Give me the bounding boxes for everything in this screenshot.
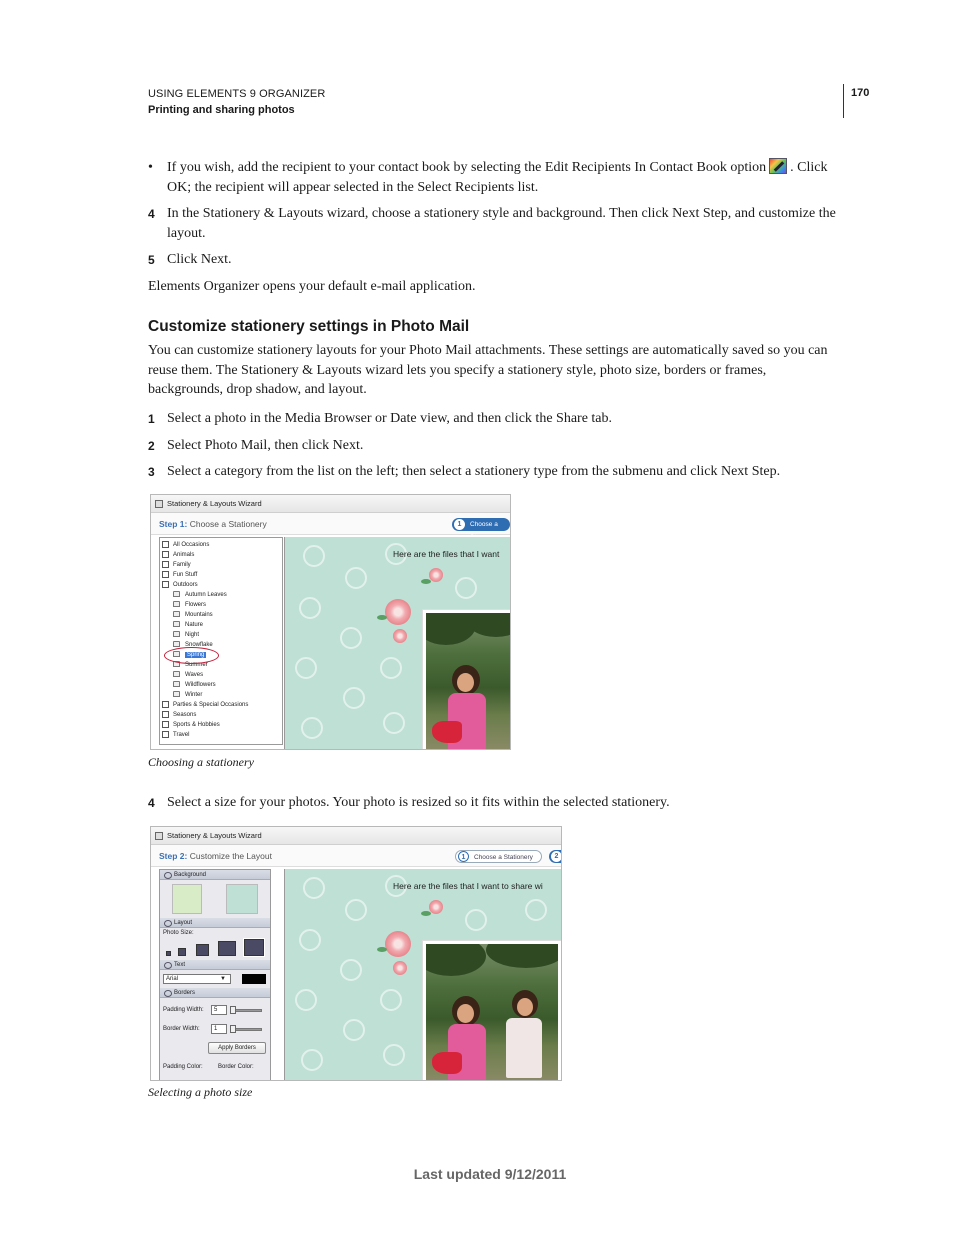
category-icon: [162, 551, 169, 558]
preview-message: Here are the files that I want to share wi: [393, 881, 543, 891]
category-icon: [162, 581, 169, 588]
stationery-icon: [173, 631, 180, 637]
padding-slider-thumb[interactable]: [230, 1006, 236, 1014]
step-button-label: Choose a: [470, 521, 498, 528]
category-icon: [162, 701, 169, 708]
step-text: Select a category from the list on the left; then select a stationery type from the submenu and click Next Step.: [167, 464, 781, 479]
stationery-icon: [173, 621, 180, 627]
step-text: Select a size for your photos. Your photo is resized so it fits within the selected stationery.: [167, 795, 670, 810]
stationery-item-selected[interactable]: Spring: [160, 650, 282, 660]
background-swatches: [160, 880, 270, 918]
category-item[interactable]: Family: [160, 560, 282, 570]
flower-pattern: [455, 577, 477, 599]
stationery-icon: [173, 671, 180, 677]
section-step-3: [148, 462, 840, 482]
border-width-input[interactable]: 1: [211, 1024, 227, 1034]
window-icon: [155, 832, 163, 840]
photo-watering-can: [432, 1052, 462, 1074]
stationery-item[interactable]: Summer: [160, 660, 282, 670]
pink-flower: [393, 961, 407, 975]
stationery-icon: [173, 601, 180, 607]
step-number: 1: [148, 412, 155, 426]
text-color-swatch[interactable]: [242, 974, 266, 984]
photo-watering-can: [432, 721, 462, 743]
photo-girl2-shirt: [506, 1018, 542, 1078]
border-color-label: Border Color:: [218, 1064, 254, 1070]
category-icon: [162, 721, 169, 728]
email-opens-paragraph: Elements Organizer opens your default e-mail application.: [148, 279, 476, 294]
font-select[interactable]: Arial: [163, 974, 231, 984]
step-number: 2: [148, 439, 155, 453]
stationery-icon: [173, 641, 180, 647]
padding-color-label: Padding Color:: [163, 1064, 203, 1070]
two-girls-photo: [426, 944, 558, 1081]
background-swatch-green[interactable]: [172, 884, 202, 914]
photo-size-large[interactable]: [218, 941, 236, 956]
flower-pattern: [380, 989, 402, 1011]
category-item[interactable]: Parties & Special Occasions: [160, 700, 282, 710]
section-step-1: [148, 409, 840, 429]
stationery-item[interactable]: Flowers: [160, 600, 282, 610]
step-text: In the Stationery & Layouts wizard, choose a stationery style and background. Then click Next Step, and customize the layout.: [167, 206, 836, 241]
borders-section-header[interactable]: Borders: [160, 988, 270, 998]
girl-watering-photo: [426, 613, 511, 750]
photo-size-xlarge[interactable]: [244, 939, 264, 956]
step-2-button[interactable]: [549, 850, 562, 863]
step-4-choose-style: [148, 204, 840, 243]
window-icon: [155, 500, 163, 508]
flower-pattern: [465, 909, 487, 931]
stationery-item[interactable]: Autumn Leaves: [160, 590, 282, 600]
category-icon: [162, 711, 169, 718]
stationery-icon: [173, 691, 180, 697]
step-circle: 2: [551, 851, 562, 862]
padding-width-input[interactable]: 5: [211, 1005, 227, 1015]
leaf: [421, 579, 431, 584]
wizard-step-header: [151, 845, 561, 867]
photo-foliage: [426, 944, 486, 976]
category-item[interactable]: All Occasions: [160, 540, 282, 550]
step-label: Step 2:: [159, 851, 188, 861]
flower-pattern: [299, 597, 321, 619]
border-width-label: Border Width:: [163, 1026, 200, 1032]
wizard-titlebar: [151, 827, 561, 845]
pink-flower: [429, 900, 443, 914]
preview-photo: [422, 609, 511, 750]
stationery-item[interactable]: Waves: [160, 670, 282, 680]
running-header-title: USING ELEMENTS 9 ORGANIZER: [148, 88, 326, 100]
step-number: 3: [148, 465, 155, 479]
photo-girl2-face: [517, 998, 533, 1016]
flower-pattern: [383, 1044, 405, 1066]
category-icon: [162, 731, 169, 738]
step-text: Click Next.: [167, 252, 232, 267]
step-label: Step 1:: [159, 519, 188, 529]
layout-preview: [284, 869, 562, 1081]
flower-pattern: [301, 1049, 323, 1071]
preview-message: Here are the files that I want: [393, 549, 500, 559]
padding-width-label: Padding Width:: [163, 1007, 204, 1013]
step-text: Select a photo in the Media Browser or Date view, and then click the Share tab.: [167, 411, 613, 426]
step-title: Choose a Stationery: [189, 519, 267, 529]
category-item[interactable]: Sports & Hobbies: [160, 720, 282, 730]
category-item[interactable]: Travel: [160, 730, 282, 740]
stationery-item[interactable]: Mountains: [160, 610, 282, 620]
step-number: 5: [148, 253, 155, 267]
layout-section-header[interactable]: Layout: [160, 918, 270, 928]
category-item[interactable]: Outdoors: [160, 580, 282, 590]
page-footer: [0, 1166, 954, 1182]
step-title: Customize the Layout: [189, 851, 272, 861]
color-labels-row: [160, 1062, 270, 1072]
flower-pattern: [303, 545, 325, 567]
section-step-2: [148, 436, 840, 456]
category-icon: [162, 541, 169, 548]
last-updated: Last updated 9/12/2011: [413, 1166, 567, 1182]
stationery-icon: [173, 611, 180, 617]
photo-girl-face: [457, 673, 474, 692]
preview-photo: [422, 940, 562, 1081]
stationery-item[interactable]: Wildflowers: [160, 680, 282, 690]
wizard-titlebar: [151, 495, 510, 513]
bullet-text: If you wish, add the recipient to your contact book by selecting the Edit Recipients In Contact Book option . Click OK; the recipient will appear selected in the Select Recipients list.: [167, 160, 828, 195]
pink-flower: [393, 629, 407, 643]
borders-options: [160, 998, 270, 1062]
step-1-button[interactable]: [455, 850, 542, 863]
section-step-4: [148, 793, 840, 813]
flower-pattern: [303, 877, 325, 899]
bullet-marker: •: [148, 160, 153, 175]
stationery-item[interactable]: Nature: [160, 620, 282, 630]
photo-size-label: Photo Size:: [163, 930, 194, 936]
photo-foliage: [486, 944, 558, 968]
flower-pattern: [343, 687, 365, 709]
photo-girl-face: [457, 1004, 474, 1023]
flower-pattern: [383, 712, 405, 734]
flower-pattern: [340, 627, 362, 649]
section-body: You can customize stationery layouts for your Photo Mail attachments. These settings are automatically saved so you can reuse them. The Stationery & Layouts wizard lets you specify a stationery style, photo size, borders or frames, backgrounds, drop shadow, and layout.: [148, 343, 828, 398]
stationery-item[interactable]: Night: [160, 630, 282, 640]
flower-pattern: [343, 1019, 365, 1041]
layout-options-panel: [159, 869, 271, 1081]
step-5-click-next: [148, 250, 840, 270]
figure-choose-stationery: [150, 494, 511, 750]
edit-contact-book-icon: [769, 158, 787, 174]
stationery-category-list[interactable]: [159, 537, 283, 745]
step-1-button[interactable]: [452, 518, 510, 531]
running-header-subtitle: Printing and sharing photos: [148, 104, 295, 116]
figure-customize-layout: [150, 826, 562, 1081]
pink-flower: [385, 931, 411, 957]
stationery-item[interactable]: Snowflake: [160, 640, 282, 650]
page-number: 170: [851, 87, 870, 99]
step-button-label: Choose a Stationery: [474, 854, 533, 861]
background-section-header[interactable]: Background: [160, 870, 270, 880]
step-circle: 1: [458, 851, 469, 862]
figure-1-caption: Choosing a stationery: [148, 755, 255, 769]
header-divider: [843, 84, 844, 118]
flower-pattern: [345, 567, 367, 589]
category-item[interactable]: Animals: [160, 550, 282, 560]
text-options: [160, 970, 270, 988]
leaf: [421, 911, 431, 916]
wizard-step-header: [151, 513, 510, 535]
pink-flower: [429, 568, 443, 582]
border-slider-thumb[interactable]: [230, 1025, 236, 1033]
stationery-item[interactable]: Winter: [160, 690, 282, 700]
photo-size-tiny[interactable]: [166, 951, 171, 956]
step-number: 4: [148, 207, 155, 221]
wizard-window-title: Stationery & Layouts Wizard: [167, 831, 262, 840]
flower-pattern: [301, 717, 323, 739]
flower-pattern: [299, 929, 321, 951]
flower-pattern: [340, 959, 362, 981]
flower-pattern: [295, 657, 317, 679]
bullet-item-edit-recipients: [148, 158, 840, 197]
figure-2-caption: Selecting a photo size: [148, 1085, 253, 1099]
category-icon: [162, 571, 169, 578]
category-item[interactable]: Seasons: [160, 710, 282, 720]
stationery-preview: [284, 537, 511, 750]
flower-pattern: [380, 657, 402, 679]
selection-highlight-circle: [164, 647, 219, 664]
flower-pattern: [295, 989, 317, 1011]
step-text: Select Photo Mail, then click Next.: [167, 438, 364, 453]
text-section-header[interactable]: Text: [160, 960, 270, 970]
stationery-icon: [173, 681, 180, 687]
background-swatch-mint[interactable]: [226, 884, 258, 914]
photo-size-medium[interactable]: [196, 944, 209, 956]
section-heading: Customize stationery settings in Photo Mail: [148, 318, 470, 335]
category-icon: [162, 561, 169, 568]
leaf: [377, 947, 387, 952]
chevron-down-icon[interactable]: ▼: [220, 976, 226, 982]
step-circle: 1: [454, 519, 465, 530]
pink-flower: [385, 599, 411, 625]
photo-size-small[interactable]: [178, 948, 186, 956]
photo-size-options: [160, 938, 270, 960]
step-number: 4: [148, 796, 155, 810]
flower-pattern: [345, 899, 367, 921]
stationery-icon: [173, 591, 180, 597]
wizard-window-title: Stationery & Layouts Wizard: [167, 499, 262, 508]
category-item[interactable]: Fun Stuff: [160, 570, 282, 580]
flower-pattern: [525, 899, 547, 921]
apply-borders-button[interactable]: Apply Borders: [208, 1042, 266, 1054]
leaf: [377, 615, 387, 620]
